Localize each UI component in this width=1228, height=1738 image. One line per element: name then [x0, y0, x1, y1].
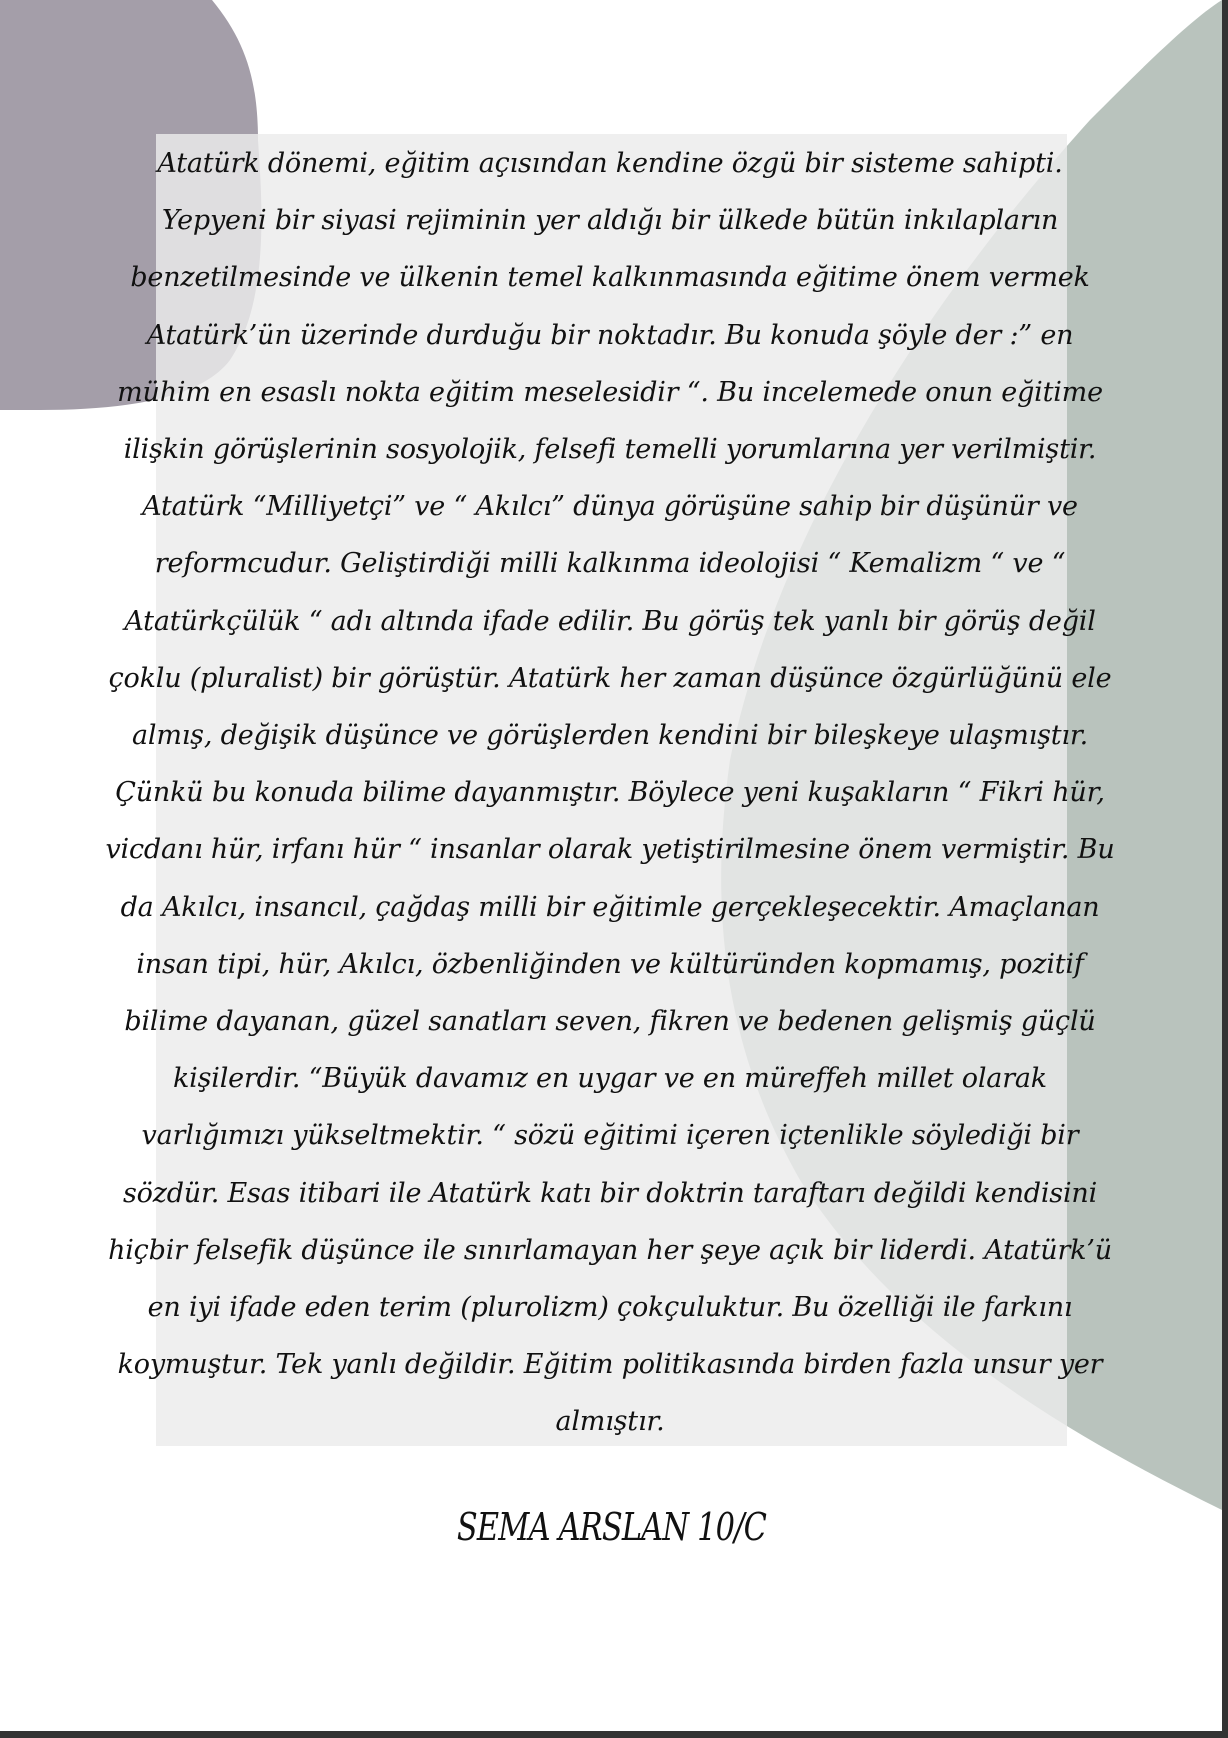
author-signature: SEMA ARSLAN 10/C — [456, 1505, 767, 1549]
essay-line: ilişkin görüşlerinin sosyolojik, felsefi temelli yorumlarına yer verilmiştir. — [123, 434, 1097, 466]
essay-body — [60, 135, 1160, 1451]
page-border-bottom — [0, 1731, 1228, 1738]
essay-line: bilime dayanan, güzel sanatları seven, fikren ve bedenen gelişmiş güçlü — [124, 1006, 1096, 1038]
essay-line: almıştır. — [555, 1406, 665, 1438]
essay-line: Yepyeni bir siyasi rejiminin yer aldığı bir ülkede bütün inkılapların — [161, 205, 1059, 237]
page-border-right — [1222, 0, 1228, 1738]
essay-line: insan tipi, hür, Akılcı, özbenliğinden ve kültüründen kopmamış, pozitif — [136, 948, 1084, 980]
essay-line: almış, değişik düşünce ve görüşlerden kendini bir bileşkeye ulaşmıştır. — [132, 720, 1088, 752]
essay-line: sözdür. Esas itibari ile Atatürk katı bir doktrin taraftarı değildi kendisini — [122, 1177, 1098, 1209]
essay-line: kişilerdir. “Büyük davamız en uygar ve en müreffeh millet olarak — [173, 1063, 1047, 1095]
essay-line: reformcudur. Geliştirdiği milli kalkınma ideolojisi “ Kemalizm “ ve “ — [154, 548, 1066, 580]
essay-line: Atatürk’ün üzerinde durduğu bir noktadır. Bu konuda şöyle der :” en — [146, 319, 1074, 351]
essay-line: Atatürk “Milliyetçi” ve “ Akılcı” dünya görüşüne sahip bir düşünür ve — [142, 491, 1078, 523]
essay-line: Çünkü bu konuda bilime dayanmıştır. Böylece yeni kuşakların “ Fikri hür, — [115, 777, 1105, 809]
essay-line: mühim en esaslı nokta eğitim meselesidir “. Bu incelemede onun eğitime — [117, 376, 1103, 408]
essay-line: varlığımızı yükseltmektir. “ sözü eğitimi içeren içtenlikle söylediği bir — [141, 1120, 1079, 1152]
essay-line: vicdanı hür, irfanı hür “ insanlar olarak yetiştirilmesine önem vermiştir. Bu — [105, 834, 1115, 866]
essay-line: Atatürkçülük “ adı altında ifade edilir. Bu görüş tek yanlı bir görüş değil — [124, 605, 1096, 637]
essay-line: çoklu (pluralist) bir görüştür. Atatürk her zaman düşünce özgürlüğünü ele — [108, 662, 1112, 694]
essay-line: hiçbir felsefik düşünce ile sınırlamayan her şeye açık bir liderdi. Atatürk’ü — [108, 1234, 1112, 1266]
essay-line: benzetilmesinde ve ülkenin temel kalkınmasında eğitime önem vermek — [130, 262, 1090, 294]
essay-line: da Akılcı, insancıl, çağdaş milli bir eğitimle gerçekleşecektir. Amaçlanan — [120, 891, 1100, 923]
essay-line: en iyi ifade eden terim (plurolizm) çokçuluktur. Bu özelliği ile farkını — [147, 1292, 1073, 1324]
essay-line: Atatürk dönemi, eğitim açısından kendine özgü bir sisteme sahipti. — [157, 148, 1063, 179]
essay-line: koymuştur. Tek yanlı değildir. Eğitim politikasında birden fazla unsur yer — [117, 1349, 1103, 1381]
